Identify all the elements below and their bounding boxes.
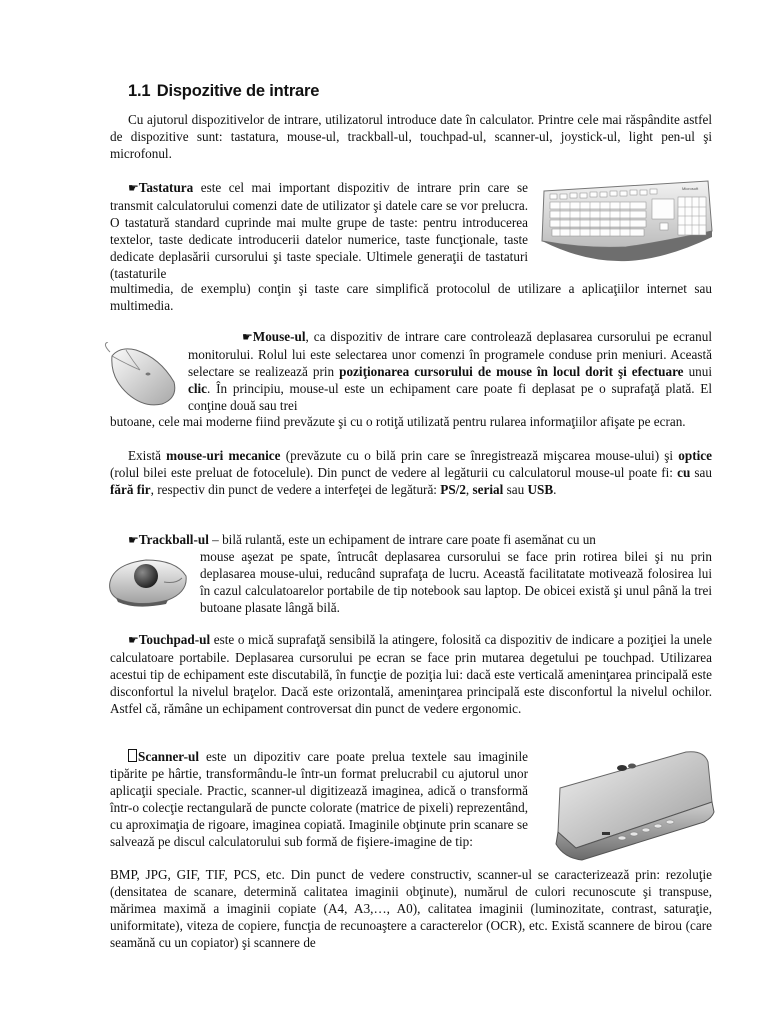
mouse-bold-positioning: poziţionarea cursorului de mouse în locul dorit şi efectuare [339,364,684,379]
mouse-paragraph [188,328,712,414]
keyboard-text-a: este cel mai important dispozitiv de intrare prin care se transmit calculatorului comenzi date de utilizator şi datele care se vor prelucra. O tastatură standard cuprinde mai multe grupe de taste: pentru introducerea textelor, taste dedicate introducerii datelor numerice, taste funcţionale, taste dedicate deplasării cursorului şi taste speciale. Ultimele generaţii de tastaturi (tastaturile [110,180,528,281]
mouse-types-bold: mouse-uri mecanice [166,448,281,463]
pointing-hand-icon: ☛ [128,633,139,647]
touchpad-text: este o mică suprafaţă sensibilă la atingere, folosită ca dispozitiv de indicare a poziţiei la unele calculatoare portabile. Deplasarea cursorului pe ecran se face prin mutarea degetului pe touchpad. Utilizarea acestui tip de echipament este discutabilă, în funcţie de poziţia lui: dacă este verticală ameninţarea principală este disconfortul la nivelul braţelor. Dacă este orizontală, ameninţarea principală este disconfortul la nivelul ochilor. Astfel că, rămâne un echipament controversat din punct de vedere ergonomic. [110,632,712,716]
mouse-types-text: , respectiv din punct de vedere a interfeţei de legătură: [150,482,441,497]
mouse-types-text: sau [503,482,528,497]
section-number: 1.1 [128,82,151,100]
trackball-text-b: mouse aşezat pe spate, întrucât deplasarea cursorului se face prin rotirea bilei şi nu prin deplasarea mouse-ului, reducând suprafaţa de lucru. Această facilitatate motivează folosirea lui în cazul calculatoarelor portabile de tip notebook sau laptop. De obicei există şi unul până la trei butoane plasate lângă bilă. [200,549,712,615]
mouse-types-text: , [465,482,473,497]
trackball-paragraph [110,531,712,549]
scanner-paragraph-cont [110,866,712,951]
mouse-types-bold: fără fir [110,482,151,497]
mouse-text: . În principiu, mouse-ul este un echipament care poate fi deplasat pe o suprafaţă plată. El conţine două sau trei [188,381,712,413]
mouse-types-text: . [553,482,557,497]
mouse-types-bold: cu [677,465,691,480]
trackball-image [106,552,190,608]
mouse-types-text: sau [690,465,712,480]
mouse-text: unui [683,364,713,379]
mouse-types-text: Există [128,448,167,463]
mouse-text: , ca dispozitiv de intrare care controlează deplasarea cursorului pe ecranul monitorului. Rolul lui este selectarea unor comenzi în programele conduse prin meniuri. Această selectare se realizează prin [188,329,712,379]
mouse-types-text: (prevăzute cu o bilă prin care se înregistrează mişcarea mouse-ului) şi [280,448,679,463]
section-title: Dispozitive de intrare [156,82,320,100]
trackball-text-a: – bilă rulantă, este un echipament de intrare care poate fi asemănat cu un [208,532,596,547]
mouse-types-bold: USB [527,482,554,497]
section-heading [128,82,319,101]
square-bullet-icon [128,749,137,762]
mouse-text-b: butoane, cele mai moderne fiind prevăzute şi cu o rotiţă utilizată pentru rularea informaţiilor afişate pe ecran. [110,414,686,429]
mouse-types-paragraph [110,447,712,498]
pointing-hand-icon: ☛ [242,330,253,344]
mouse-types-bold: PS/2 [440,482,466,497]
pointing-hand-icon: ☛ [128,533,139,547]
touchpad-paragraph [110,631,712,717]
pointing-hand-icon: ☛ [128,181,139,195]
mouse-paragraph-cont [110,413,712,430]
intro-text: Cu ajutorul dispozitivelor de intrare, utilizatorul introduce date în calculator. Printre cele mai răspândite astfel de dispozitive sunt: tastatura, mouse-ul, trackball-ul, touchpad-ul, scanner-ul, joystick-ul, light pen-ul şi microfonul. [110,112,712,161]
mouse-types-text: (rolul bilei este preluat de fotocelule). Din punct de vedere al legăturii cu calculatorul mouse-ul poate fi: [110,465,678,480]
keyboard-brand: Microsoft [682,186,699,191]
mouse-term: Mouse-ul [252,329,306,344]
keyboard-paragraph-cont [110,280,712,314]
mouse-types-bold: optice [678,448,712,463]
scanner-term: Scanner-ul [138,749,200,764]
keyboard-text-b: multimedia, de exemplu) conţin şi taste care simplifică protocolul de utilizare a aplicaţiilor internet sau multimedia. [110,281,712,313]
scanner-paragraph [110,748,528,850]
mouse-bold-click: clic [188,381,208,396]
scanner-text-b: BMP, JPG, GIF, TIF, PCS, etc. Din punct de vedere constructiv, scanner-ul se caracterizează prin: rezoluţie (densitatea de scanare, determină calitatea imaginii obţinute), numărul de culori recunoscute şi transpuse, mărimea maximă a imaginii copiate (A4, A3,…, A0), calitatea imaginii (luminozitate, contrast, saturaţie, uniformitate), viteza de copiere, funcţia de recunoaştere a caracterelor (OCR), etc. Există scannere de birou (care seamănă cu un copiator) şi scannere de [110,867,712,950]
mouse-types-bold: serial [472,482,504,497]
intro-paragraph [110,111,712,162]
mouse-image [104,342,180,408]
trackball-term: Trackball-ul [138,532,209,547]
keyboard-image [536,177,716,267]
touchpad-term: Touchpad-ul [138,632,211,647]
scanner-text-a: este un dipozitiv care poate prelua textele sau imaginile tipărite pe hârtie, transformându-le într-un format prelucrabil cu ajutorul unor aplicaţii speciale. Practic, scanner-ul digitizează imaginea, adică o transformă într-o colecţie rectangulară de puncte colorate (matrice de pixeli) reprezentând, cu aproximaţia de rigoare, imaginea copiată. Imaginile obţinute prin scanare se salvează pe discul calculatorului sub formă de fişiere-imagine de tip: [110,749,528,849]
keyboard-paragraph [110,179,528,282]
scanner-image [536,748,718,862]
trackball-paragraph-cont [200,548,712,616]
keyboard-term: Tastatura [138,180,194,195]
